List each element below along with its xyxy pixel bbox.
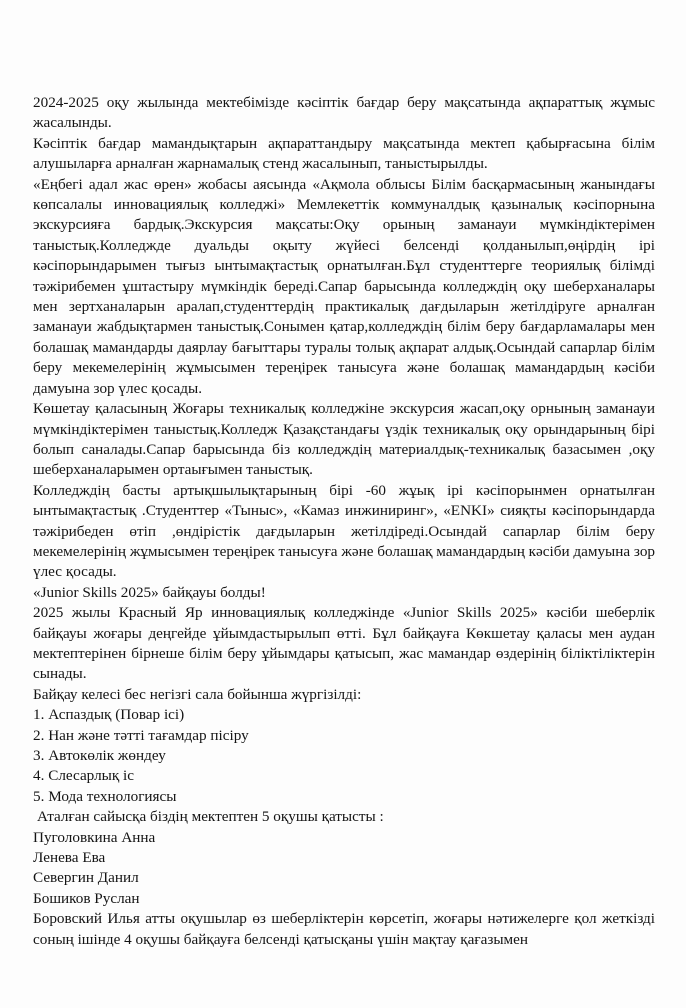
contest-announcement: «Junior Skills 2025» байқауы болды! [33, 583, 266, 601]
list-item: Ленева Ева [33, 849, 106, 867]
list-item: 5. Мода технологиясы [33, 787, 177, 805]
excursion-kokshetau-paragraph: Көшетау қаласының Жоғары техникалық колледжіне экскурсия жасап,оқу орнының заманауи мүмкіндіктерімен таныстық.Колледж Қазақстандағы үздік техникалық оқу орындарының бірі болып саналады.Сапар барысында біз колледждің материалдық-техникалық базасымен ,оқу шеберханаларымен ортаығымен таныстық. [33, 400, 655, 479]
stand-paragraph: Кәсіптік бағдар мамандықтарын ақпараттандыру мақсатында мектеп қабырғасына білім алушыларға арналған жарнамалық стенд жасалынып, таныстырылды. [33, 134, 655, 173]
list-item: Севергин Данил [33, 869, 139, 887]
directions-intro: Байқау келесі бес негізгі сала бойынша жүргізілді: [33, 685, 362, 703]
excursion-akmola-paragraph: «Еңбегі адал жас өрен» жобасы аясында «Ақмола облысы Білім басқармасының жанындағы көпсалалы инновациялық колледжі» Мемлекеттік коммуналдық қазыналық кәсіпорнына экскурсияға бардық.Экскурсия мақсаты:Оқу орының заманауи мүмкіндіктерімен таныстық.Колледжде дуальды оқыту жүйесі белсенді қолданылып,өңірдің ірі кәсіпорындарымен тығыз ынтымақтастық орнатылған.Бұл студенттерге теориялық білімді тәжірибемен ұштастыру мүмкіндік береді.Сапар барысында колледждің оқу шеберханалары мен зертханаларын аралап,студенттердің практикалық дағдыларын жетілдіруге арналған заманауи жабдықтармен таныстық.Сонымен қатар,колледждің білім беру бағдарламалары мен болашақ мамандарды даярлау бағыттары туралы толық ақпарат алдық.Осындай сапарлар білім беру мекемелерінің жұмысымен тереңірек танысуға және болашақ мамандардың кәсіби дамуына зор үлес қосады. [33, 175, 655, 397]
intro-paragraph: 2024-2025 оқу жылында мектебімізде кәсіптік бағдар беру мақсатында ақпараттық жұмыс жасалынды. [33, 94, 655, 132]
list-item: Пуголовкина Анна [33, 828, 156, 846]
list-item: 3. Автокөлік жөндеу [33, 747, 166, 764]
participants-list [33, 828, 655, 910]
list-item: Бошиков Руслан [33, 889, 140, 907]
participants-intro: Аталған сайысқа біздің мектептен 5 оқушы қатысты : [37, 808, 384, 826]
closing-paragraph: Боровский Илья атты оқушылар өз шеберліктерін көрсетіп, жоғары нәтижелерге қол жеткізді соның ішінде 4 оқушы байқауға белсенді қатысқаны үшін мақтау қағазымен [33, 910, 655, 948]
college-advantages-paragraph: Колледждің басты артықшылықтарының бірі -60 жұық ірі кәсіпорынмен орнатылған ынтымақтастық .Студенттер «Тыныс», «Камаз инжиниринг», «ENKI» сияқты кәсіпорындарда тәжірибеден өтіп ,өндірістік дағдыларын жетілдіреді.Осындай сапарлар білім беру мекемелерінің жұмысымен тереңірек танысуға және болашақ мамандардың кәсіби дамуына зор үлес қосады. [33, 481, 656, 581]
contest-paragraph: 2025 жылы Красный Яр инновациялық колледжінде «Junior Skills 2025» кәсіби шеберлік байқауы жоғары деңгейде ұйымдастырылып өтті. Бұл байқауға Көкшетау қаласы мен аудан мектептерінен бірнеше білім беру ұйымдары қатысып, жас мамандар өздерінің біліктіліктерін сынады. [33, 604, 655, 683]
document-body [33, 93, 655, 950]
list-item: 2. Нан және тәтті тағамдар пісіру [33, 726, 249, 744]
directions-list [33, 705, 655, 807]
list-item: 1. Аспаздық (Повар ісі) [33, 706, 185, 724]
list-item: 4. Слесарлық іс [33, 767, 134, 785]
